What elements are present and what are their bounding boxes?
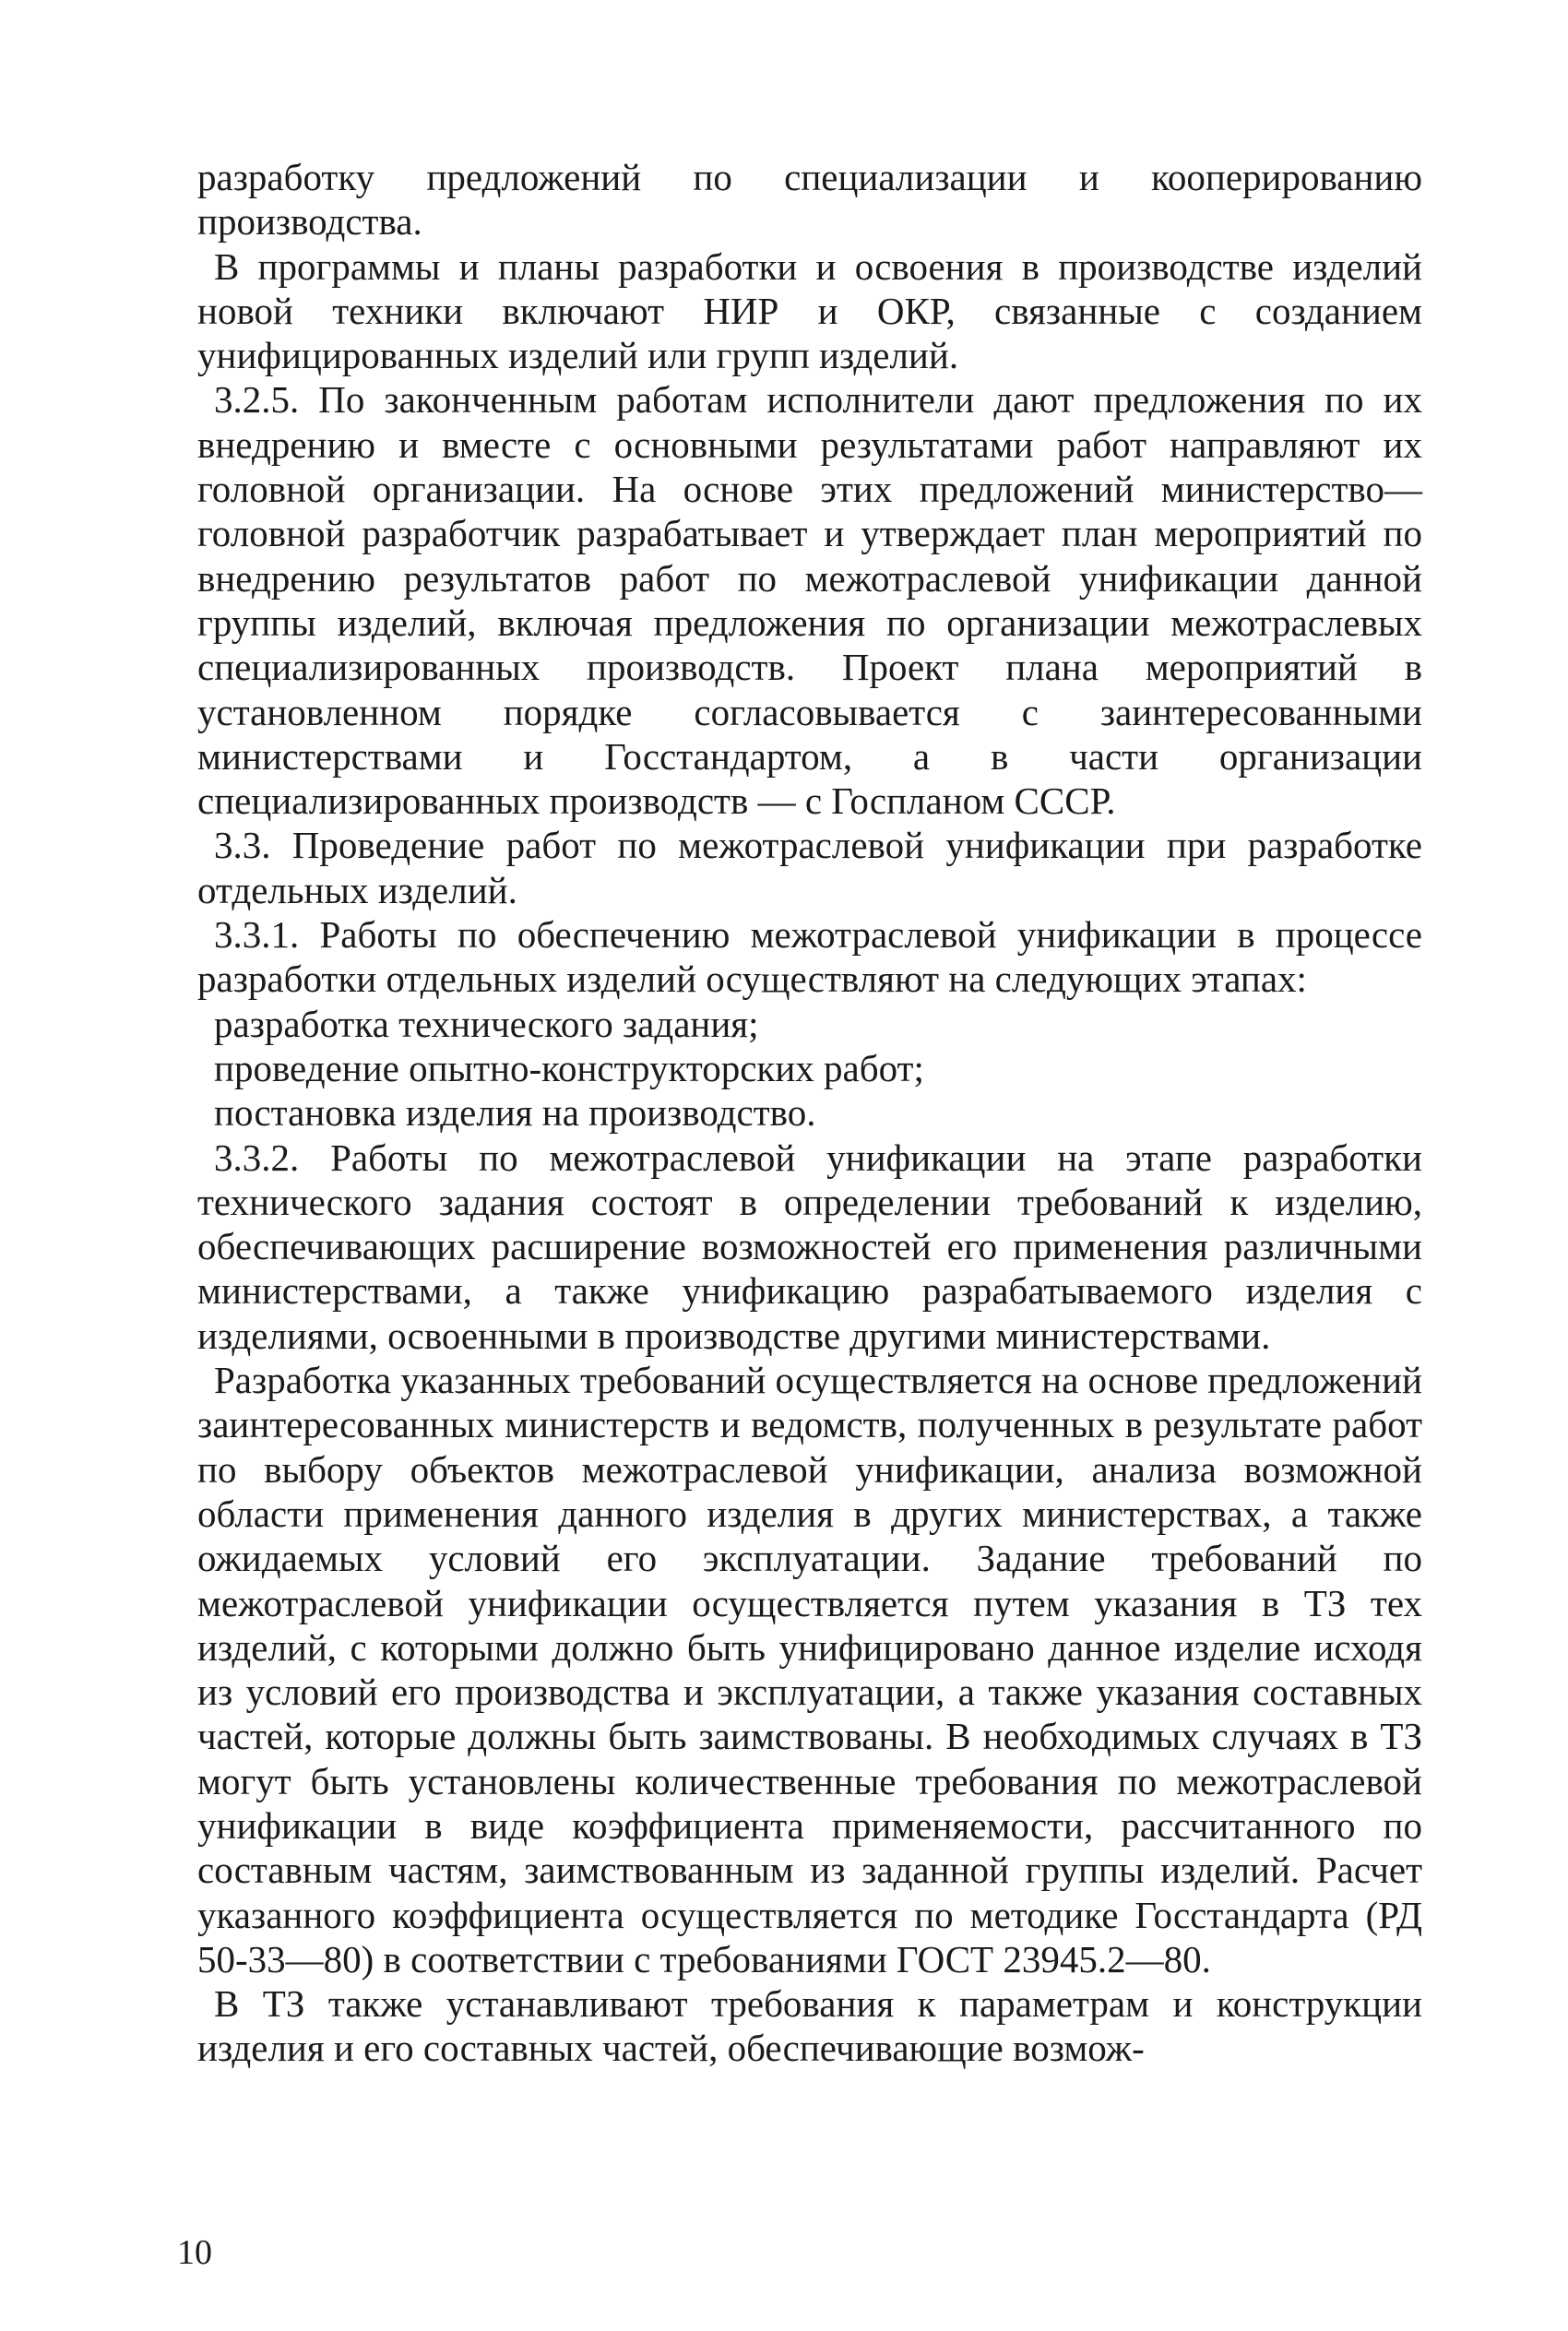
page-number: 10 [177, 2233, 212, 2272]
paragraph-3-3-1: 3.3.1. Работы по обеспечению межотраслевой унификации в процессе разработки отдельных изделий осуществляют на следующих этапах: [197, 913, 1422, 1001]
paragraph-3-3-2: 3.3.2. Работы по межотраслевой унификации на этапе разработки технического задания состоят в определении требований к изделию, обеспечивающих расширение возможностей его применения различными министерствами, а также унификацию разрабатываемого изделия с изделиями, освоенными в производстве другими министерствами. [197, 1136, 1422, 1357]
body-text [197, 155, 1422, 2071]
list-item-production: постановка изделия на производство. [214, 1091, 816, 1135]
paragraph-3-3: 3.3. Проведение работ по межотраслевой унификации при разработке отдельных изделий. [197, 824, 1422, 911]
paragraph-continuation: разработку предложений по специализации и кооперированию производства. [197, 156, 1422, 244]
paragraph-tz-params: В ТЗ также устанавливают требования к параметрам и конструкции изделия и его составных частей, обеспечивающие возмож- [197, 1982, 1422, 2070]
paragraph-3-2-5: 3.2.5. По законченным работам исполнители дают предложения по их внедрению и вместе с основными результатами работ направляют их головной организации. На основе этих предложений министерство—головной разработчик разрабатывает и утверждает план мероприятий по внедрению результатов работ по межотраслевой унификации данной группы изделий, включая предложения по организации межотраслевых специализированных производств. Проект плана мероприятий в установленном порядке согласовывается с заинтересованными министерствами и Госстандартом, а в части организации специализированных производств — с Госпланом СССР. [197, 378, 1422, 823]
paragraph-requirements: Разработка указанных требований осуществляется на основе предложений заинтересованных министерств и ведомств, полученных в результате работ по выбору объектов межотраслевой унификации, анализа возможной области применения данного изделия в других министерствах, а также ожидаемых условий его эксплуатации. Задание требований по межотраслевой унификации осуществляется путем указания в ТЗ тех изделий, с которыми должно быть унифицировано данное изделие исходя из условий его производства и эксплуатации, а также указания составных частей, которые должны быть заимствованы. В необходимых случаях в ТЗ могут быть установлены количественные требования по межотраслевой унификации в виде коэффициента применяемости, рассчитанного по составным частям, заимствованным из заданной группы изделий. Расчет указанного коэффициента осуществляется по методике Госстандарта (РД 50-33—80) в соответствии с требованиями ГОСТ 23945.2—80. [197, 1359, 1422, 1980]
paragraph-programs: В программы и планы разработки и освоения в производстве изделий новой техники включают НИР и ОКР, связанные с созданием унифицированных изделий или групп изделий. [197, 244, 1422, 377]
list-item-tz: разработка технического задания; [214, 1002, 759, 1045]
list-item-okr: проведение опытно-конструкторских работ; [214, 1046, 924, 1089]
